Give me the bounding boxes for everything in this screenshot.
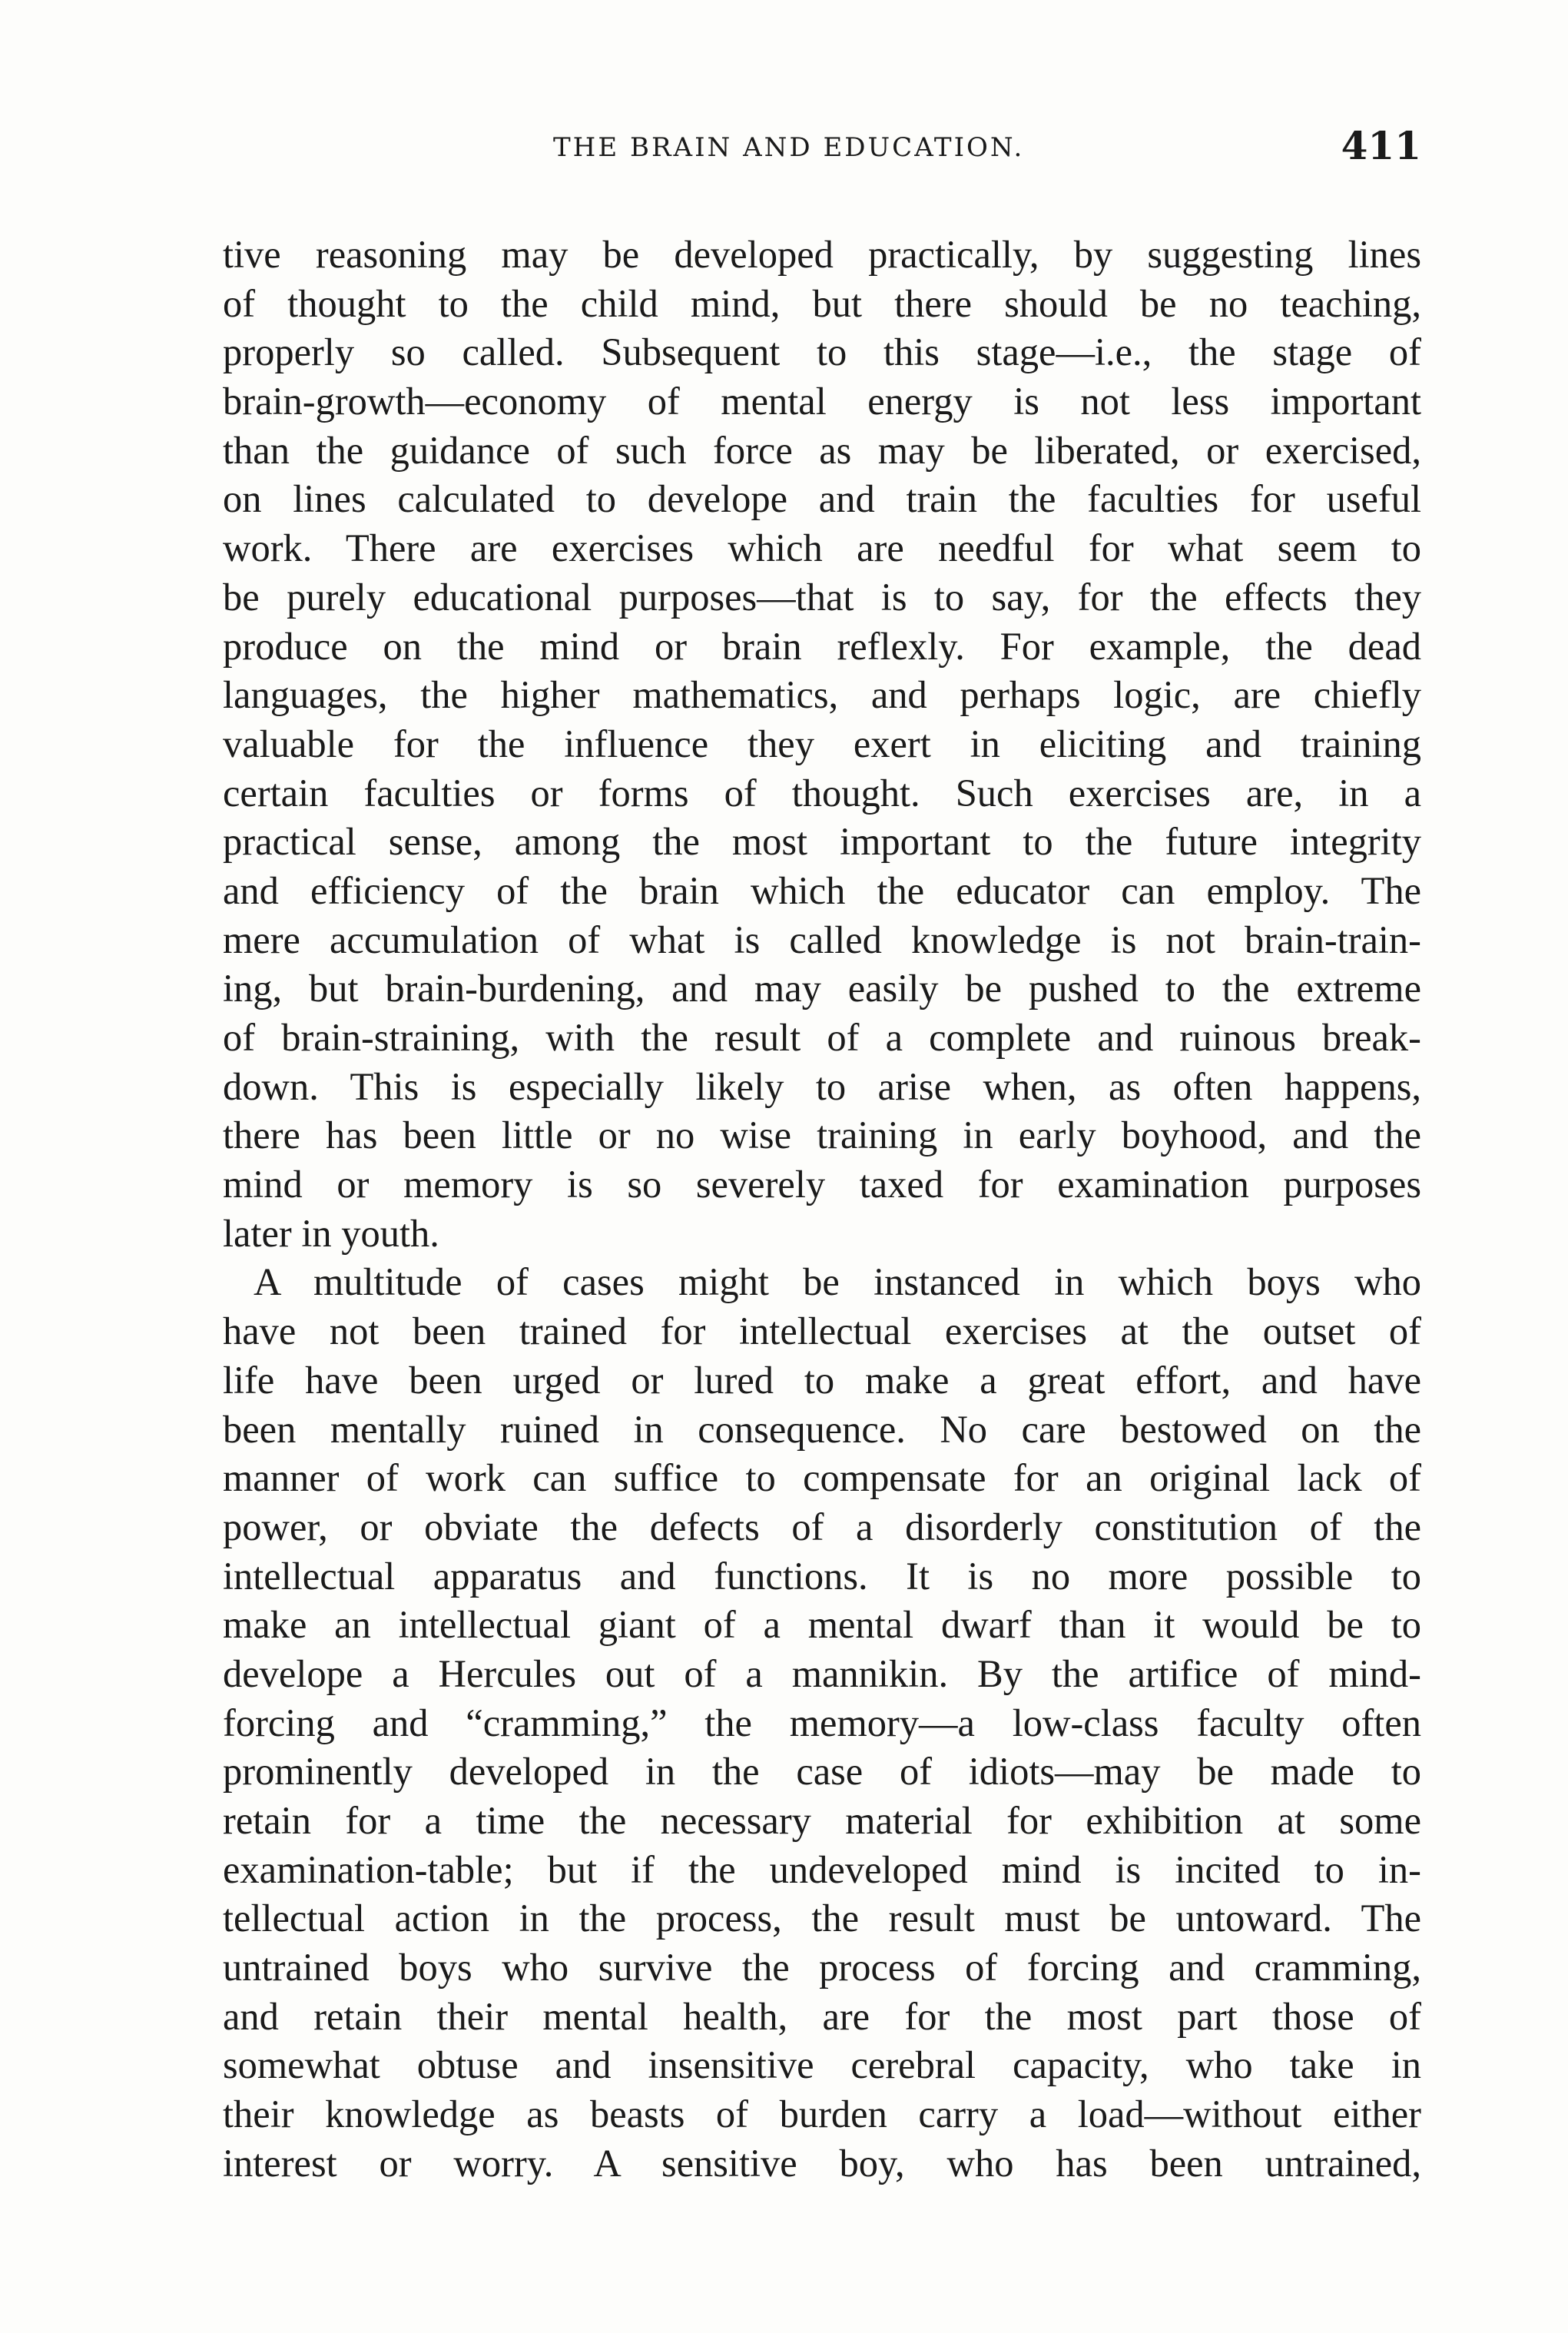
text-line: properly so called. Subsequent to this stage—i.e., the stage of <box>223 330 1421 374</box>
text-line: intellectual apparatus and functions. It is no more possible to <box>223 1554 1421 1598</box>
text-line: mind or memory is so severely taxed for examination purposes <box>223 1163 1421 1206</box>
text-line: life have been urged or lured to make a great effort, and have <box>223 1358 1421 1402</box>
text-line: languages, the higher mathematics, and perhaps logic, are chiefly <box>223 673 1421 717</box>
text-line: prominently developed in the case of idiots—may be made to <box>223 1750 1421 1794</box>
text-line: untrained boys who survive the process of forcing and cramming, <box>223 1946 1421 1990</box>
text-line: forcing and “cramming,” the memory—a low-class faculty often <box>223 1701 1421 1744</box>
text-line: A multitude of cases might be instanced in which boys who <box>254 1260 1421 1304</box>
text-line: ing, but brain-burdening, and may easily be pushed to the extreme <box>223 967 1421 1011</box>
text-line: and efficiency of the brain which the educator can employ. The <box>223 868 1421 912</box>
text-line: brain-growth—economy of mental energy is not less important <box>223 380 1421 423</box>
page-number: 411 <box>1341 123 1421 168</box>
text-line: than the guidance of such force as may be liberated, or exercised, <box>223 428 1421 472</box>
text-line: been mentally ruined in consequence. No care bestowed on the <box>223 1407 1421 1451</box>
page-header <box>223 123 1421 184</box>
text-line: retain for a time the necessary material for exhibition at some <box>223 1799 1421 1842</box>
text-line: practical sense, among the most important to the future integrity <box>223 820 1421 864</box>
text-line: power, or obviate the defects of a disorderly constitution of the <box>223 1505 1421 1548</box>
text-line: valuable for the influence they exert in eliciting and training <box>223 722 1421 765</box>
text-line: produce on the mind or brain reflexly. For example, the dead <box>223 624 1421 668</box>
text-line: later in youth. <box>223 1211 439 1255</box>
text-line: mere accumulation of what is called knowledge is not brain-train- <box>223 918 1421 961</box>
text-line: manner of work can suffice to compensate for an original lack of <box>223 1456 1421 1500</box>
text-line: their knowledge as beasts of burden carry a load—without either <box>223 2092 1421 2136</box>
paragraph-2 <box>223 1258 1421 2188</box>
text-line: interest or worry. A sensitive boy, who has been untrained, <box>223 2141 1421 2185</box>
running-head: THE BRAIN AND EDUCATION. <box>553 132 1025 163</box>
paragraph-1 <box>223 231 1421 1258</box>
text-line: make an intellectual giant of a mental dwarf than it would be to <box>223 1603 1421 1647</box>
text-line: work. There are exercises which are needful for what seem to <box>223 526 1421 570</box>
text-line: develope a Hercules out of a mannikin. By the artifice of mind- <box>223 1651 1421 1695</box>
text-line: somewhat obtuse and insensitive cerebral capacity, who take in <box>223 2043 1421 2087</box>
text-line: and retain their mental health, are for the most part those of <box>223 1994 1421 2038</box>
text-line: there has been little or no wise training in early boyhood, and the <box>223 1113 1421 1157</box>
text-line: examination-table; but if the undeveloped mind is incited to in- <box>223 1847 1421 1891</box>
text-line: on lines calculated to develope and train the faculties for useful <box>223 477 1421 521</box>
text-line: tive reasoning may be developed practically, by suggesting lines <box>223 233 1421 276</box>
body-text <box>223 231 1421 2189</box>
text-line: be purely educational purposes—that is to say, for the effects they <box>223 575 1421 619</box>
text-line: certain faculties or forms of thought. Such exercises are, in a <box>223 771 1421 815</box>
text-line: of thought to the child mind, but there should be no teaching, <box>223 281 1421 325</box>
text-line: have not been trained for intellectual exercises at the outset of <box>223 1309 1421 1353</box>
text-line: of brain-straining, with the result of a complete and ruinous break- <box>223 1016 1421 1059</box>
text-line: down. This is especially likely to arise when, as often happens, <box>223 1064 1421 1108</box>
text-line: tellectual action in the process, the result must be untoward. The <box>223 1897 1421 1940</box>
